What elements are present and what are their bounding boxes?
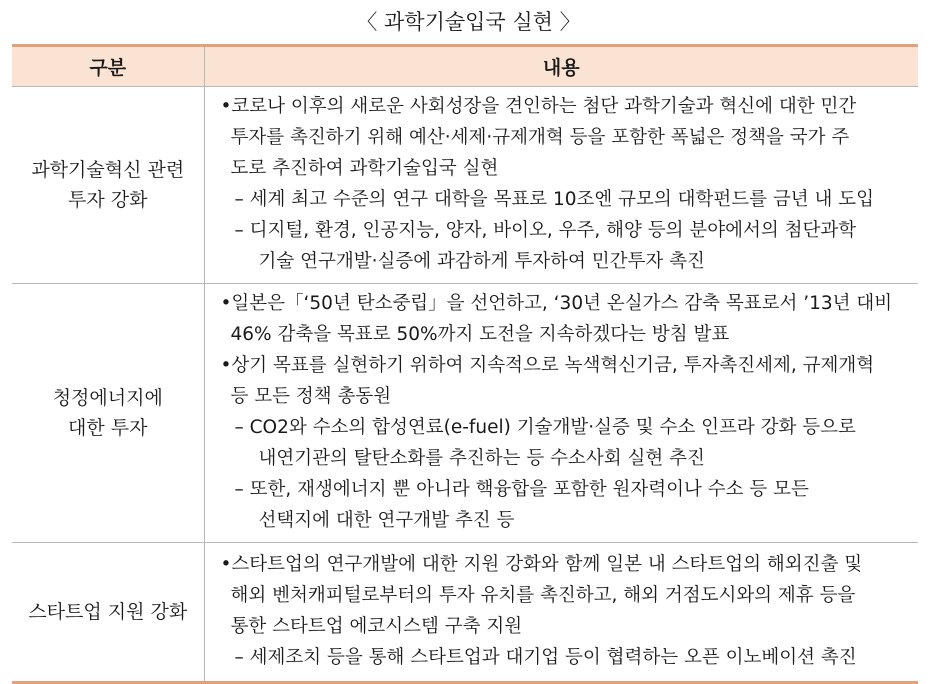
header-category: 구분 [12,46,204,87]
content-cell [204,284,918,543]
continuation-line: 등 모든 정책 총동원 [230,386,392,407]
sub-bullet-line: – 또한, 재생에너지 뿐 아니라 핵융합을 포함한 원자력이나 수소 등 모든 [234,479,809,500]
content-cell [204,87,918,284]
continuation-line: 통한 스타트업 에코시스템 구축 지원 [230,616,523,637]
document-title: 〈 과학기술입국 실현 〉 [356,10,581,34]
category-cell [12,543,204,683]
policy-table [12,44,918,684]
bullet-line: •일본은「‘50년 탄소중립」을 선언하고, ‘30년 온실가스 감축 목표로서 ’13년 대비 [220,293,893,314]
table-row [12,543,918,683]
sub-bullet-line: – 세계 최고 수준의 연구 대학을 목표로 10조엔 규모의 대학펀드를 금년 내 도입 [234,189,874,210]
category-cell [12,87,204,284]
continuation-line: 46% 감축을 목표로 50%까지 도전을 지속하겠다는 방침 발표 [230,324,730,345]
bullet-line: •상기 목표를 실현하기 위하여 지속적으로 녹색혁신기금, 투자촉진세제, 규제개혁 [220,355,875,376]
category-label: 투자 강화 [68,189,148,211]
sub-bullet-line: – 세제조치 등을 통해 스타트업과 대기업 등이 협력하는 오픈 이노베이션 촉진 [234,647,857,668]
continuation-line: 기술 연구개발·실증에 과감하게 투자하여 민간투자 촉진 [258,251,705,272]
category-label: 과학기술혁신 관련 [31,159,185,181]
category-label: 청정에너지에 [52,387,163,409]
category-cell [12,284,204,543]
continuation-line: 해외 벤처캐피털로부터의 투자 유치를 촉진하고, 해외 거점도시와의 제휴 등을 [230,585,856,606]
category-label: 스타트업 지원 강화 [28,601,188,623]
sub-bullet-line: – 디지털, 환경, 인공지능, 양자, 바이오, 우주, 해양 등의 분야에서의 첨단과학 [234,220,857,241]
content-cell [204,543,918,683]
bullet-line: •코로나 이후의 새로운 사회성장을 견인하는 첨단 과학기술과 혁신에 대한 민간 [220,96,857,117]
table-row [12,284,918,543]
continuation-line: 내연기관의 탈탄소화를 추진하는 등 수소사회 실현 추진 [258,448,705,469]
sub-bullet-line: – CO2와 수소의 합성연료(e-fuel) 기술개발·실증 및 수소 인프라 강화 등으로 [234,417,856,438]
continuation-line: 투자를 촉진하기 위해 예산·세제·규제개혁 등을 포함한 폭넓은 정책을 국가 주 [230,127,850,148]
table-row [12,87,918,284]
header-content: 내용 [204,46,918,87]
category-label: 대한 투자 [68,417,148,439]
bullet-line: •스타트업의 연구개발에 대한 지원 강화와 함께 일본 내 스타트업의 해외진출 및 [220,554,863,575]
table-header-row [12,46,918,87]
continuation-line: 선택지에 대한 연구개발 추진 등 [258,510,515,531]
continuation-line: 도로 추진하여 과학기술입국 실현 [230,158,499,179]
